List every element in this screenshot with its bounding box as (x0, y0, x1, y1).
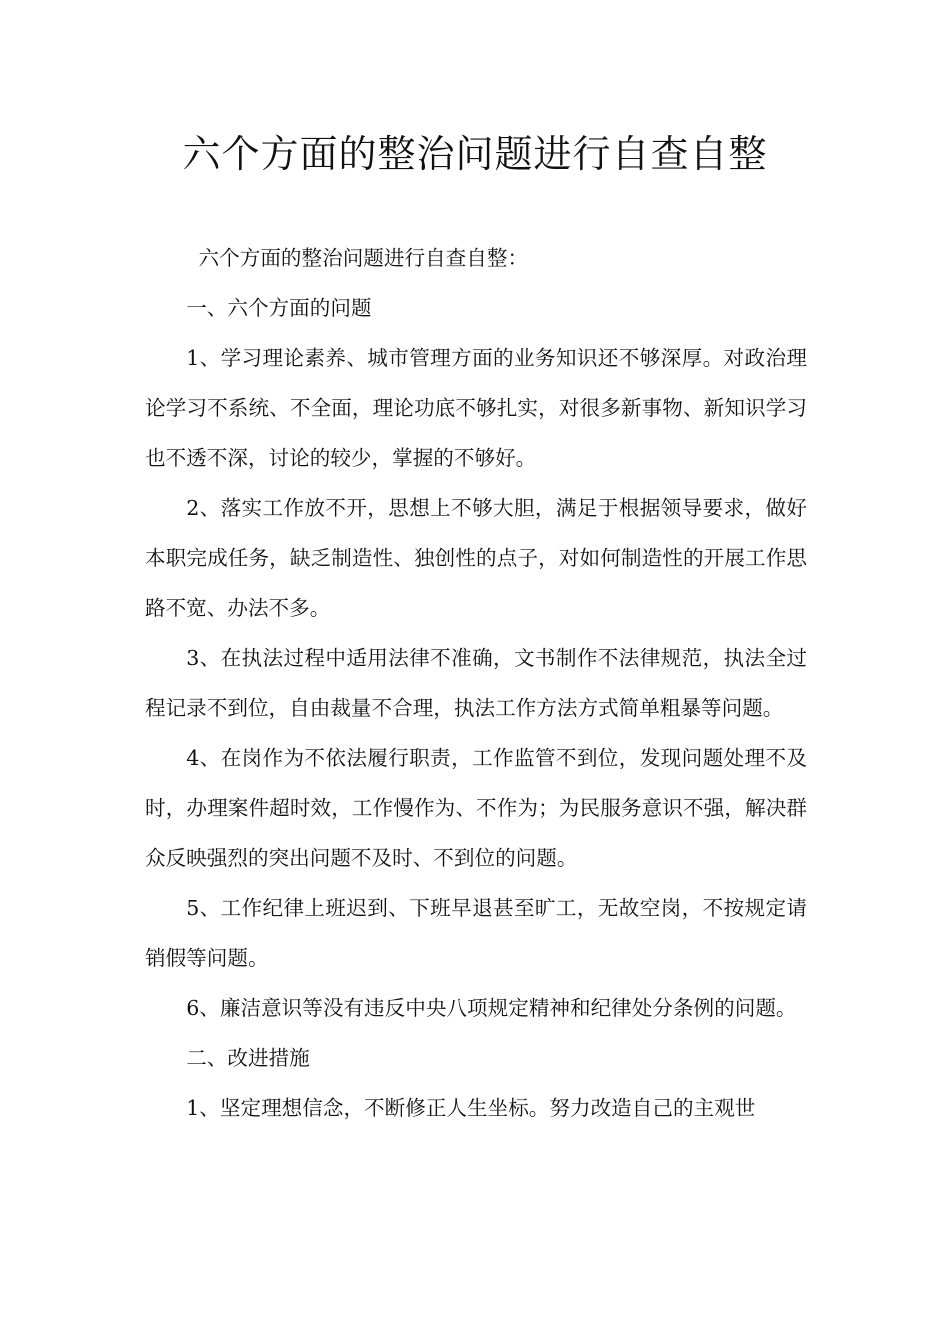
document-body (145, 233, 807, 1133)
problem-item: 5、工作纪律上班迟到、下班早退甚至旷工，无故空岗，不按规定请销假等问题。 (145, 896, 807, 970)
measure-item: 1、坚定理想信念，不断修正人生坐标。努力改造自己的主观世 (186, 1096, 756, 1120)
problem-item: 3、在执法过程中适用法律不准确，文书制作不法律规范，执法全过程记录不到位，自由裁量不合理，执法工作方法方式简单粗暴等问题。 (145, 646, 807, 720)
problem-item: 6、廉洁意识等没有违反中央八项规定精神和纪律处分条例的问题。 (186, 996, 797, 1020)
problem-item: 2、落实工作放不开，思想上不够大胆，满足于根据领导要求，做好本职完成任务，缺乏制造性、独创性的点子，对如何制造性的开展工作思路不宽、办法不多。 (145, 496, 807, 620)
problem-item: 4、在岗作为不依法履行职责，工作监管不到位，发现问题处理不及时，办理案件超时效，工作慢作为、不作为；为民服务意识不强，解决群众反映强烈的突出问题不及时、不到位的问题。 (145, 746, 807, 870)
document-title: 六个方面的整治问题进行自查自整 (182, 132, 768, 176)
section-heading-measures: 二、改进措施 (186, 1046, 310, 1070)
problem-item: 1、学习理论素养、城市管理方面的业务知识还不够深厚。对政治理论学习不系统、不全面，理论功底不够扎实，对很多新事物、新知识学习也不透不深，讨论的较少，掌握的不够好。 (145, 346, 807, 470)
section-heading-problems: 一、六个方面的问题 (186, 296, 372, 320)
intro-paragraph: 六个方面的整治问题进行自查自整： (198, 246, 529, 270)
